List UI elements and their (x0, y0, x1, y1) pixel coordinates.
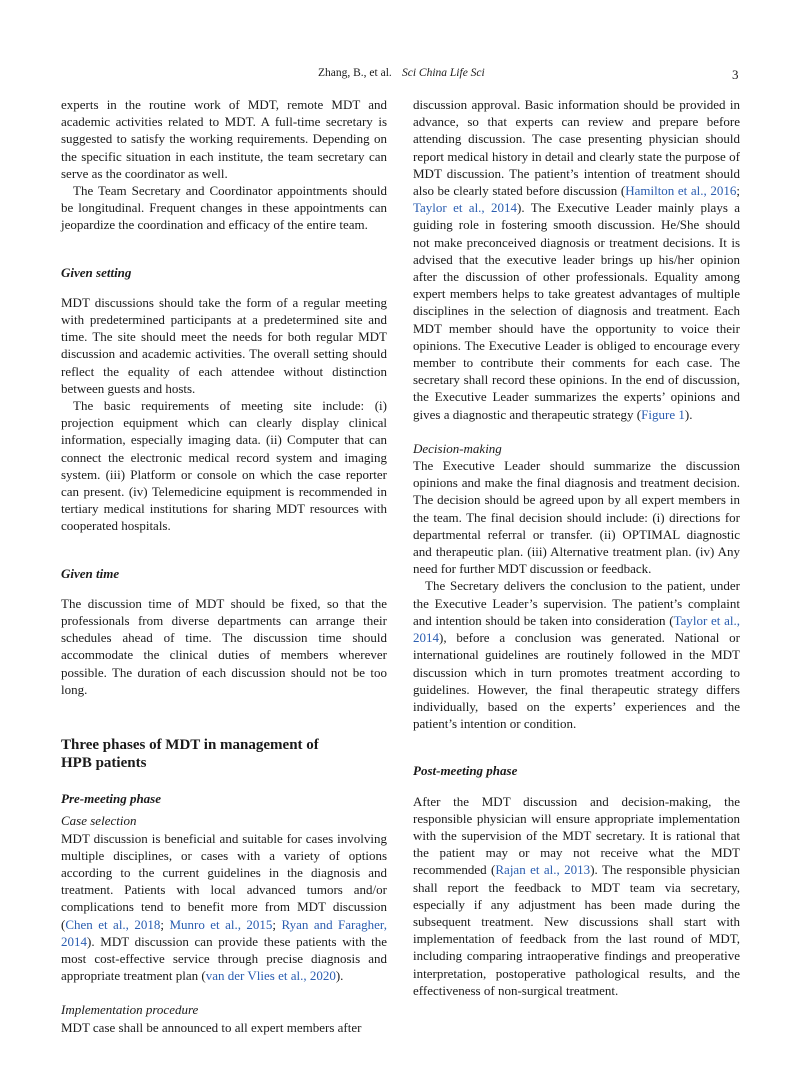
citation-link[interactable]: van der Vlies et al., 2020 (205, 968, 336, 984)
minor-heading: Decision-making (413, 440, 502, 456)
paragraph: The discussion time of MDT should be fixed, so that the professionals from diverse departments can arrange their schedules ahead of time. The discussion time should accommodate the clinical duties of members wherever possible. The duration of each discussion should not be too long. (61, 595, 387, 697)
paragraph: discussion approval. Basic information should be provided in advance, so that experts can review and prepare before attending discussion. The case presenting physician should report medical history in detail and clearly state the purpose of MDT discussion. The patient’s intention of treatment should also be clearly stated before discussion (Hamilton et al., 2016; Taylor et al., 2014). The Executive Leader mainly plays a guiding role in fostering smooth discussion. He/She should not make preconceived diagnosis or treatment decisions. It is advised that the executive leader brings up his/her opinion after the discussion of other professionals. Equality among expert members helps to take greatest advantages of multiple disciplines in the selection of diagnosis and treatment. Each MDT member should have the opportunity to voice their opinions. The Executive Leader is obliged to encourage every member to contribute their comments for each case. The secretary shall record these opinions. In the end of discussion, the Executive Leader summarizes the experts’ opinions and gives a diagnostic and therapeutic strategy (Figure 1). (413, 97, 740, 422)
paragraph: The Secretary delivers the conclusion to the patient, under the Executive Leader’s supervision. The patient’s complaint and intention should be taken into consideration (Taylor et al., 2014), before a conclusion was generated. National or international guidelines are routinely followed in the MDT discussion which in turn promotes treatment according to guidelines. However, the final therapeutic strategy differs individually, based on the experts’ experiences and the patient’s intention or condition. (413, 578, 740, 732)
subsection-heading: Post-meeting phase (413, 763, 518, 779)
paragraph: MDT case shall be announced to all expert members after (61, 1019, 362, 1035)
figure-link[interactable]: Figure 1 (641, 406, 685, 422)
right-column (413, 96, 740, 999)
paragraph: MDT discussion is beneficial and suitable for cases involving multiple disciplines, or cases with a variety of options according to the current guidelines in the diagnosis and treatment. Patients with local advanced tumors and/or complications tend to benefit more from MDT discussion (Chen et al., 2018; Munro et al., 2015; Ryan and Faragher, 2014). MDT discussion can provide these patients with the most cost-effective service through precise diagnosis and appropriate treatment plan (van der Vlies et al., 2020). (61, 830, 387, 984)
subsection-heading: Pre-meeting phase (61, 791, 162, 807)
citation-link[interactable]: Rajan et al., 2013 (495, 862, 591, 878)
paragraph: After the MDT discussion and decision-making, the responsible physician will ensure appropriate implementation with the supervision of the MDT secretary. It is rational that the patient may or may not receive what the MDT recommended (Rajan et al., 2013). The responsible physician shall report the feedback to MDT team via secretary, especially if any adjustment has been made during the subsequent treatment. New discussions shall start with implementation of feedback from the last round of MDT, including comparing intraoperative findings and preoperative interpretation, postoperative pathological results, and the effectiveness of non-surgical treatment. (413, 793, 740, 998)
citation-link[interactable]: Hamilton et al., 2016 (625, 183, 737, 199)
paragraph: MDT discussions should take the form of a regular meeting with predetermined participants at a predetermined site and time. The site should meet the needs for both regular MDT discussion and academic activities. The overall setting should reflect the equality of each attendee without distinction between guests and hosts. (61, 294, 387, 396)
paragraph: The basic requirements of meeting site include: (i) projection equipment which can clearly display clinical information, especially imaging data. (ii) Computer that can connect the electronic medical record system and imaging system. (iii) Platform or console on which the case reporter can present. (iv) Telemedicine equipment is recommended in tertiary medical institutions for sharing MDT resources with cooperated hospitals. (61, 398, 387, 534)
citation-link[interactable]: Taylor et al., 2014 (413, 200, 518, 216)
section-heading: Three phases of MDT in management of HPB patients (61, 737, 319, 772)
paragraph: The Executive Leader should summarize the discussion opinions and make the final diagnosis and treatment decision. The decision should be agreed upon by all expert members in the team. The final decision should include: (i) directions for departmental referral or transfer. (ii) OPTIMAL diagnostic and therapeutic plan. (iii) Alternative treatment plan. (iv) Any need for further MDT discussion or feedback. (413, 458, 740, 577)
header-journal: Sci China Life Sci (402, 67, 485, 79)
citation-link[interactable]: Chen et al., 2018 (65, 916, 161, 932)
minor-heading: Implementation procedure (61, 1002, 199, 1018)
paragraph: The Team Secretary and Coordinator appointments should be longitudinal. Frequent changes in these appointments can jeopardize the coordination and efficacy of the entire team. (61, 183, 387, 233)
running-header (0, 67, 800, 83)
left-column (61, 96, 387, 1036)
citation-link[interactable]: Taylor et al., 2014 (413, 612, 740, 646)
subsection-heading: Given setting (61, 264, 132, 280)
header-authors: Zhang, B., et al. (318, 67, 392, 79)
citation-link[interactable]: Munro et al., 2015 (169, 916, 273, 932)
subsection-heading: Given time (61, 565, 120, 581)
page-number: 3 (732, 67, 739, 82)
paragraph: experts in the routine work of MDT, remote MDT and academic activities related to MDT. A full-time secretary is suggested to satisfy the working requirements. Depending on the specific situation in each institute, the team secretary can serve as the coordinator as well. (61, 97, 387, 181)
citation-link[interactable]: Ryan and Faragher, 2014 (61, 916, 387, 949)
minor-heading: Case selection (61, 813, 137, 829)
